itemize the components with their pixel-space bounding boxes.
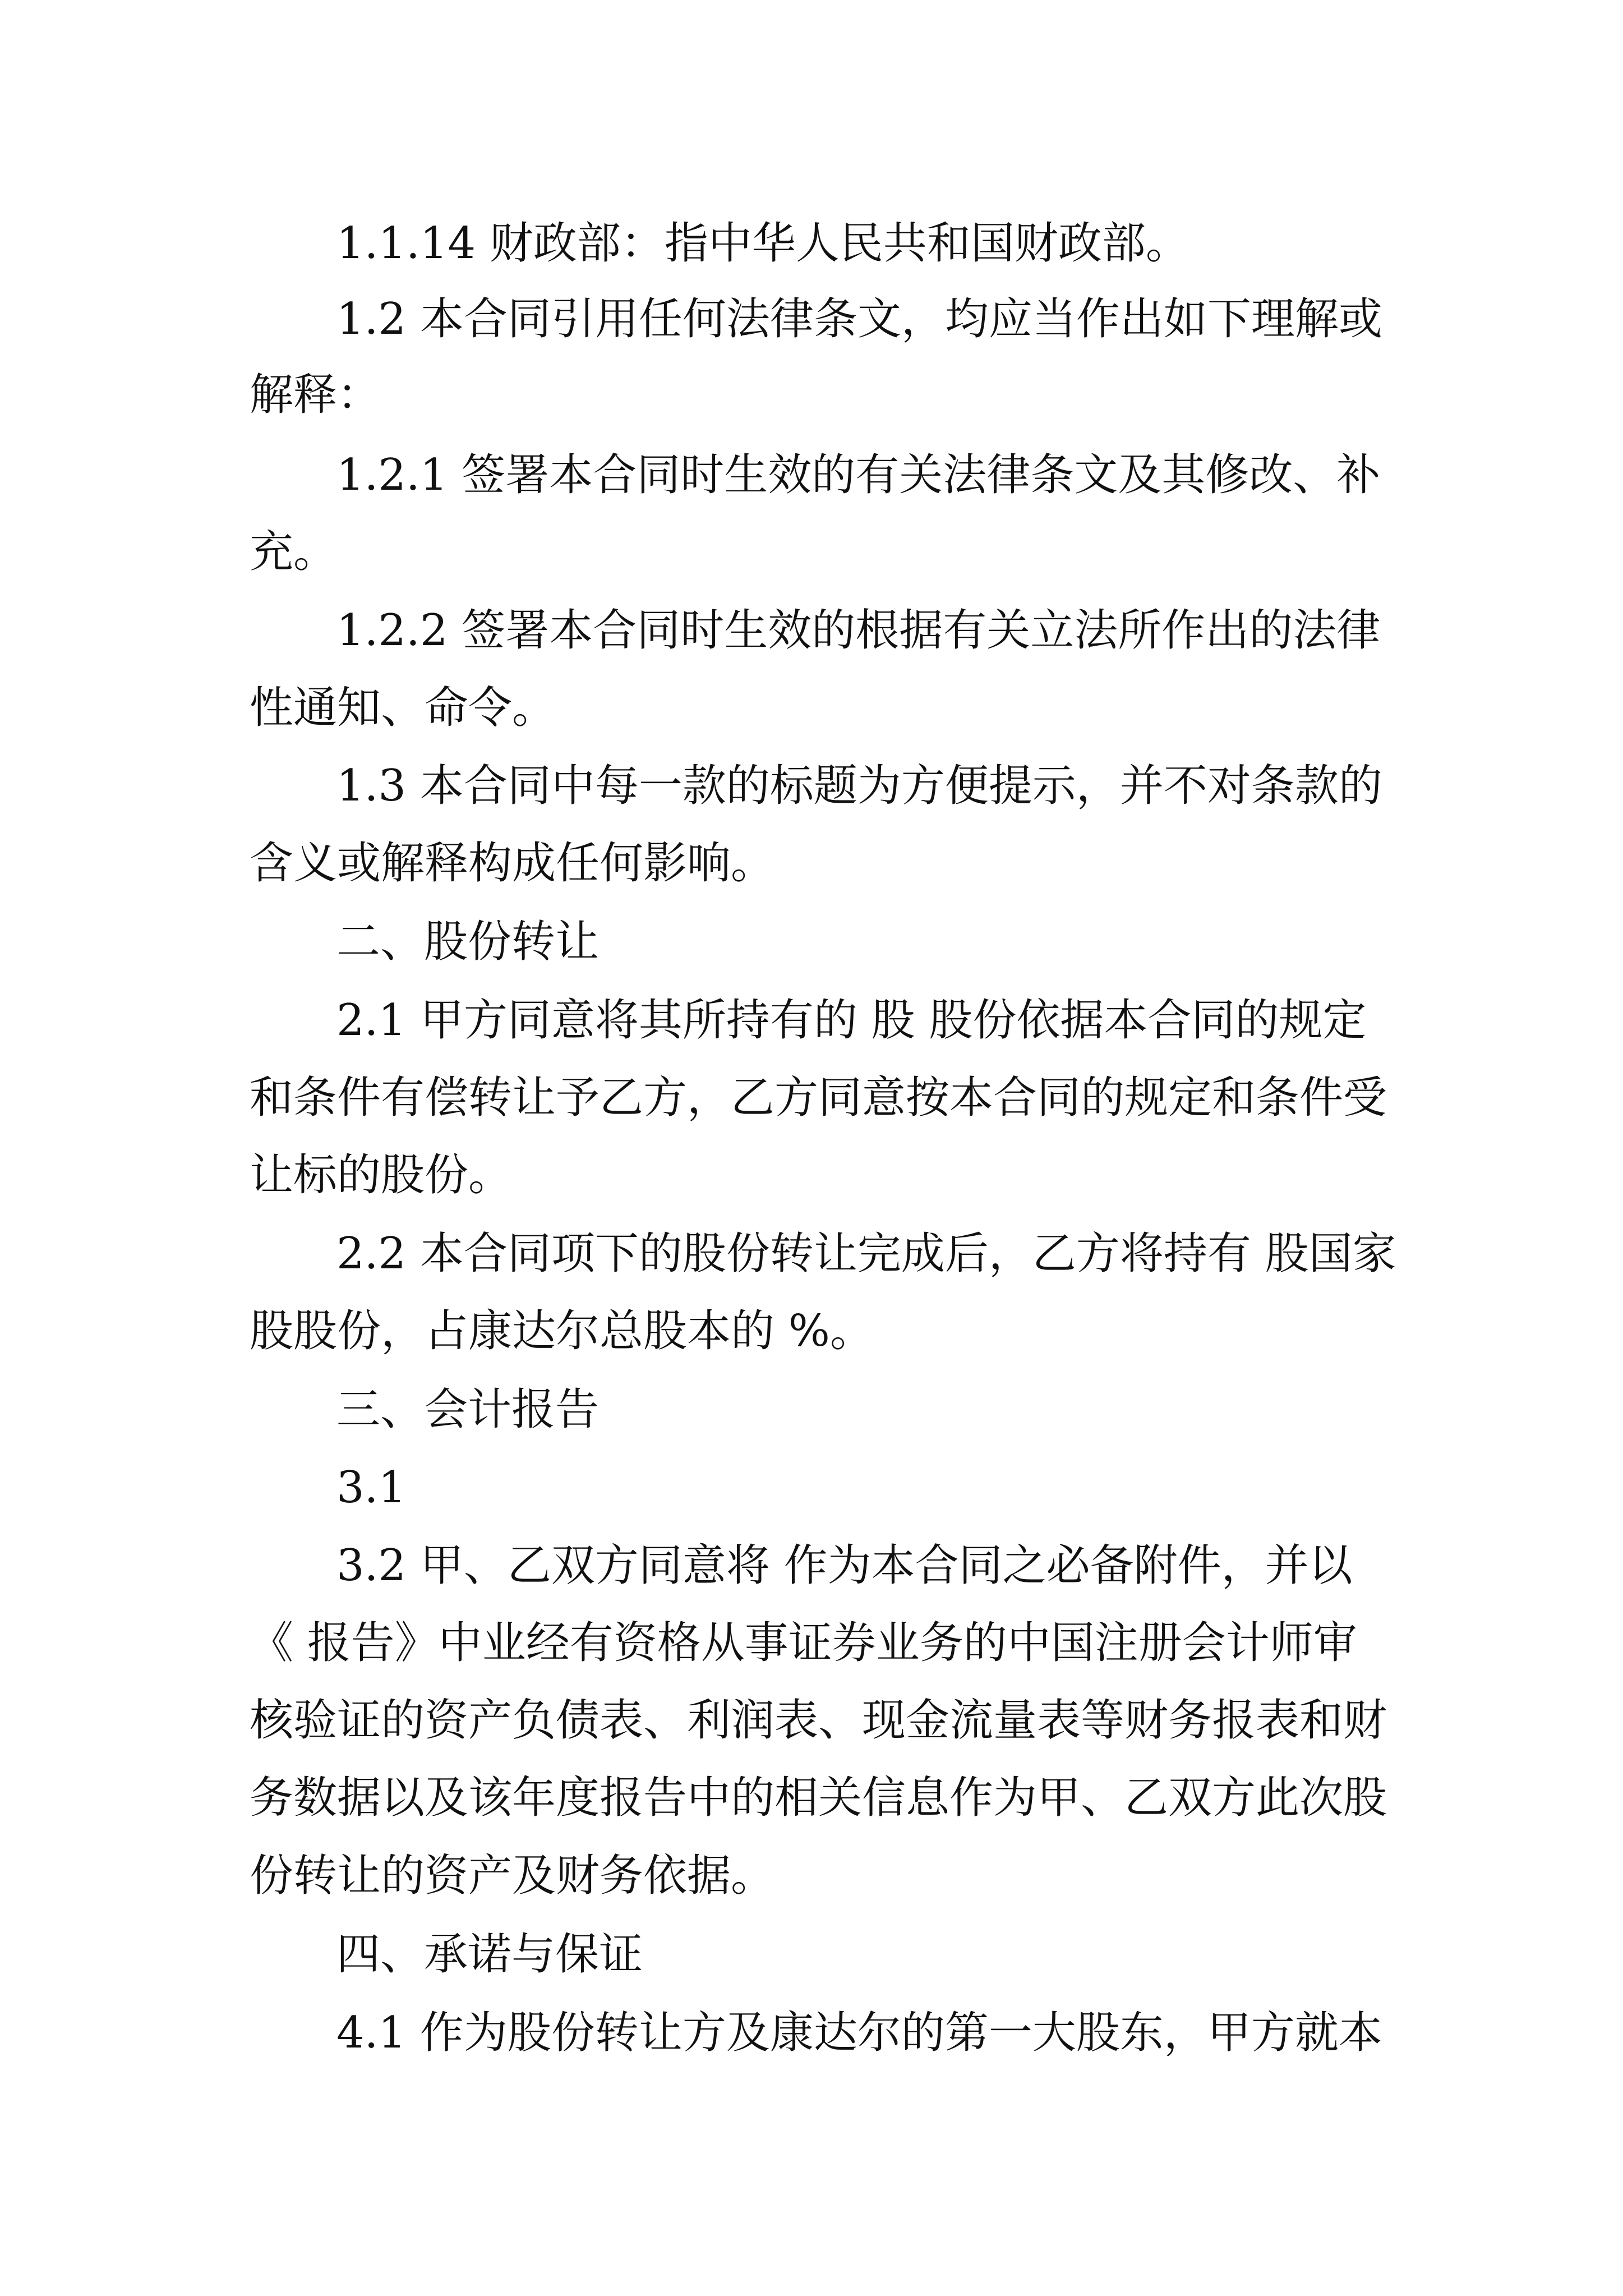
- clause-1-2-line-1: 1.2 本合同引用任何法律条文，均应当作出如下理解或: [336, 294, 1382, 344]
- clause-2-1-line-2: 和条件有偿转让予乙方，乙方同意按本合同的规定和条件受: [250, 1073, 1387, 1123]
- clause-3-2-line-3: 核验证的资产负债表、利润表、现金流量表等财务报表和财: [250, 1695, 1387, 1746]
- section-3-heading: 三、会计报告: [336, 1384, 600, 1435]
- clause-1-3-line-1: 1.3 本合同中每一款的标题为方便提示，并不对条款的: [336, 761, 1382, 811]
- clause-1-2-2-line-1: 1.2.2 签署本合同时生效的根据有关立法所作出的法律: [336, 605, 1381, 656]
- clause-2-2-line-2: 股股份，占康达尔总股本的 %。: [250, 1306, 874, 1356]
- clause-3-2-line-1: 3.2 甲、乙双方同意将 作为本合同之必备附件，并以: [336, 1540, 1353, 1591]
- clause-1-1-14: 1.1.14 财政部：指中华人民共和国财政部。: [336, 218, 1189, 269]
- clause-2-1-line-3: 让标的股份。: [250, 1150, 513, 1200]
- clause-1-2-1-line-1: 1.2.1 签署本合同时生效的有关法律条文及其修改、补: [336, 450, 1381, 500]
- clause-3-2-line-2: 《 报告》中业经有资格从事证券业务的中国注册会计师审: [250, 1618, 1357, 1668]
- clause-3-2-line-5: 份转让的资产及财务依据。: [250, 1851, 775, 1901]
- section-4-heading: 四、承诺与保证: [336, 1929, 643, 1980]
- clause-4-1-line-1: 4.1 作为股份转让方及康达尔的第一大股东，甲方就本: [336, 2008, 1382, 2058]
- clause-1-2-2-line-2: 性通知、命令。: [250, 683, 556, 733]
- clause-1-2-line-2: 解释：: [250, 370, 381, 420]
- section-2-heading: 二、股份转让: [336, 917, 600, 967]
- clause-1-3-line-2: 含义或解释构成任何影响。: [250, 838, 775, 889]
- clause-1-2-1-line-2: 充。: [250, 527, 338, 577]
- clause-3-2-line-4: 务数据以及该年度报告中的相关信息作为甲、乙双方此次股: [250, 1773, 1387, 1823]
- clause-2-2-line-1: 2.2 本合同项下的股份转让完成后，乙方将持有 股国家: [336, 1228, 1396, 1279]
- clause-2-1-line-1: 2.1 甲方同意将其所持有的 股 股份依据本合同的规定: [336, 995, 1367, 1046]
- clause-3-1: 3.1: [336, 1462, 407, 1513]
